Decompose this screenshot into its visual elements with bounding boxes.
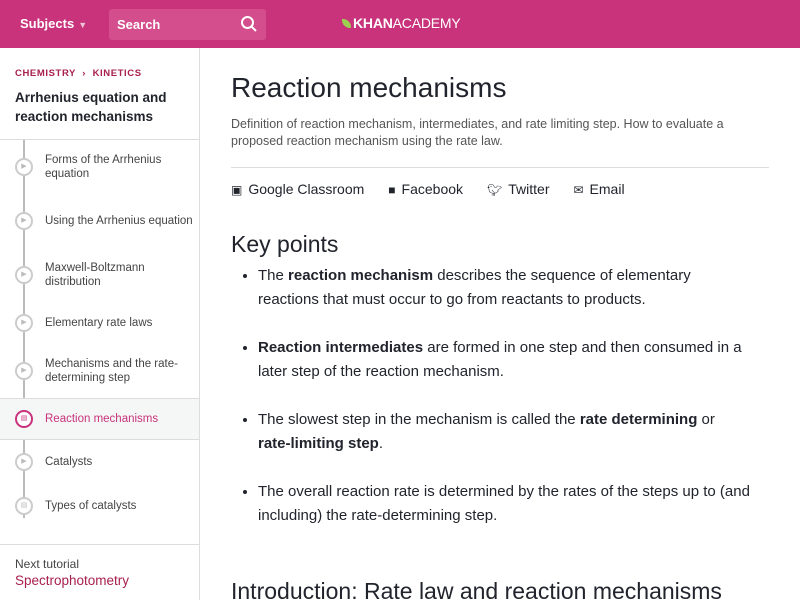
share-bar [231, 181, 771, 197]
sidebar-item[interactable] [0, 398, 199, 440]
sidebar-item[interactable] [0, 194, 199, 248]
share-label: Email [589, 181, 625, 197]
key-point-text: The overall reaction rate is determined by the rates of the steps up to (and including) the rate-determining step. [258, 483, 750, 524]
key-points-list [231, 264, 751, 528]
share-google-classroom[interactable] [231, 181, 364, 197]
tutorial-title[interactable]: Arrhenius equation and reaction mechanisms [15, 90, 167, 124]
sidebar-item[interactable] [0, 248, 199, 302]
play-icon: ▶ [15, 212, 33, 230]
share-label: Google Classroom [248, 181, 365, 197]
key-point [258, 480, 751, 528]
sidebar-item-label: Maxwell-Boltzmann distribution [45, 262, 145, 288]
play-icon: ▶ [15, 362, 33, 380]
key-point [258, 408, 751, 456]
share-label: Twitter [508, 181, 550, 197]
share-twitter[interactable] [487, 181, 549, 197]
subjects-menu[interactable] [20, 16, 87, 31]
sidebar-item[interactable] [0, 302, 199, 344]
facebook-icon: ■ [388, 183, 396, 197]
top-nav [0, 0, 800, 48]
sidebar-item[interactable] [0, 484, 199, 528]
key-point-text: are formed in one step and then consumed in a later step of the reaction mechanism. [258, 339, 742, 380]
page-title: Reaction mechanisms [231, 72, 507, 103]
next-tutorial-link[interactable]: Spectrophotometry [15, 573, 130, 588]
caret-down-icon: ▼ [78, 20, 88, 30]
play-icon: ▶ [15, 314, 33, 332]
key-term: Reaction intermediates [258, 339, 424, 356]
next-tutorial-label: Next tutorial [15, 557, 80, 571]
subjects-label: Subjects [20, 16, 75, 31]
article-icon: ▤ [15, 410, 33, 428]
share-label: Facebook [401, 181, 464, 197]
key-term: reaction mechanism [288, 267, 434, 284]
email-icon: ✉ [573, 183, 584, 197]
logo-rest: ACADEMY [392, 15, 461, 31]
key-point-text: or [697, 411, 715, 428]
key-points-heading: Key points [231, 231, 339, 257]
breadcrumb-kinetics[interactable]: KINETICS [92, 68, 142, 79]
key-point [258, 264, 751, 312]
sidebar-item-label: Using the Arrhenius equation [45, 215, 193, 227]
logo-bold: KHAN [353, 15, 393, 31]
breadcrumb-chemistry[interactable]: CHEMISTRY [15, 68, 76, 79]
breadcrumb: CHEMISTRY › KINETICS [15, 68, 142, 79]
article-icon: ▤ [15, 497, 33, 515]
share-email[interactable] [573, 181, 624, 197]
search-placeholder: Search [117, 17, 161, 32]
tutorial-item-list [0, 139, 199, 528]
sidebar-item[interactable] [0, 440, 199, 484]
play-icon: ▶ [15, 453, 33, 471]
khan-academy-logo[interactable] [342, 15, 461, 31]
search-input[interactable] [109, 9, 266, 40]
key-term: rate determining [579, 411, 698, 428]
google-classroom-icon: ▣ [231, 183, 243, 197]
sidebar-item-label: Types of catalysts [45, 500, 137, 512]
sidebar-item[interactable] [0, 344, 199, 398]
sidebar-item-label: Elementary rate laws [45, 317, 153, 329]
leaf-icon [342, 19, 351, 28]
play-icon: ▶ [15, 158, 33, 176]
page-description: Definition of reaction mechanism, intermediates, and rate limiting step. How to evaluate a proposed reaction mechanism using the rate law. [231, 116, 769, 168]
twitter-icon: 🐦︎ [487, 183, 503, 197]
sidebar-item-label: Forms of the Arrhenius equation [45, 154, 162, 180]
key-point-text: The [258, 267, 289, 284]
sidebar-item-label: Mechanisms and the rate-determining step [45, 358, 178, 384]
sidebar-item-label: Catalysts [45, 456, 93, 468]
key-point-text: The slowest step in the mechanism is called the [258, 411, 580, 428]
sidebar-item[interactable] [0, 140, 199, 194]
next-tutorial[interactable] [0, 544, 199, 600]
key-term: rate-limiting step [258, 435, 379, 452]
intro-heading: Introduction: Rate law and reaction mechanisms [231, 578, 722, 604]
key-point-text: describes the sequence of elementary reactions that must occur to go from reactants to products. [258, 267, 691, 308]
sidebar-item-label: Reaction mechanisms [45, 413, 159, 425]
search-icon[interactable] [240, 15, 258, 33]
share-facebook[interactable] [388, 181, 463, 197]
play-icon: ▶ [15, 266, 33, 284]
sidebar [0, 48, 200, 600]
key-point-text: . [378, 435, 384, 452]
key-point [258, 336, 751, 384]
article [231, 48, 771, 604]
